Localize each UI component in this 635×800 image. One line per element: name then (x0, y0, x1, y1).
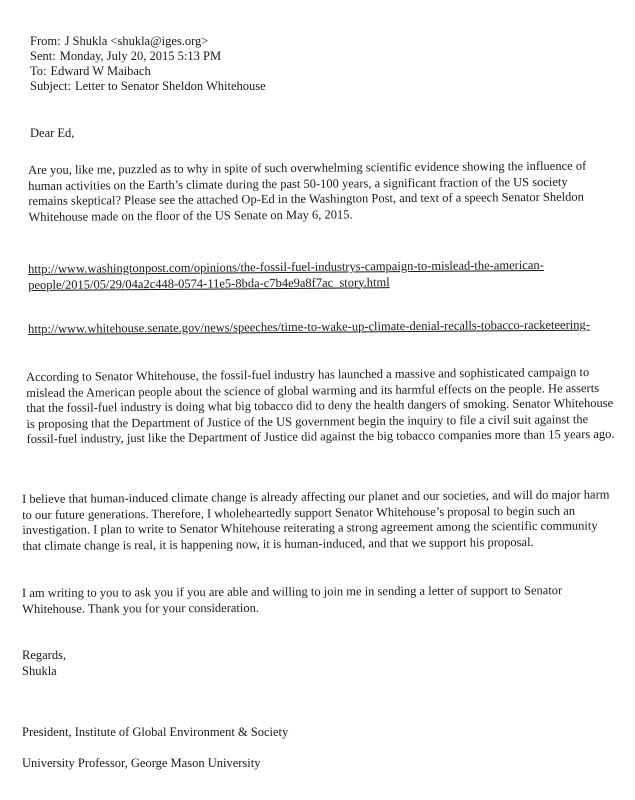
body-paragraph-4: I am writing to you to ask you if you are able and willing to join me in sending a letter of support to Senator Whitehouse. Thank you for your consideration. (22, 583, 563, 616)
from-line (30, 34, 266, 49)
signature-title-1: President, Institute of Global Environment & Society (22, 725, 289, 739)
senate-speech-link[interactable]: http://www.whitehouse.senate.gov/news/speeches/time-to-wake-up-climate-denial-recalls-tobacco-racketeering- (28, 317, 590, 336)
salutation: Dear Ed, (30, 126, 75, 140)
body-paragraph-1: Are you, like me, puzzled as to why in spite of such overwhelming scientific evidence showing the influence of human activities on the Earth’s climate during the past 50-100 years, a significant fraction of the US society remains skeptical? Please see the attached Op-Ed in the Washington Post, and text of a speech Senator Sheldon Whitehouse made on the floor of the US Senate on May 6, 2015. (28, 158, 587, 224)
body-paragraph-2: According to Senator Whitehouse, the fossil-fuel industry has launched a massive and sophisticated campaign to mislead the American people about the science of global warming and its harmful effects on the people. He asserts that the fossil-fuel industry is doing what big tobacco did to deny the health dangers of smoking. Senator Whitehouse is proposing that the Department of Justice of the US government begin the inquiry to file a civil suit against the fossil-fuel industry, just like the Department of Justice did against the big tobacco companies more than 15 years ago. (26, 365, 615, 447)
email-header (30, 34, 266, 94)
closing-block (22, 648, 66, 679)
subject-line (30, 79, 266, 94)
sent-value: Monday, July 20, 2015 5:13 PM (59, 49, 222, 63)
to-label: To: (30, 64, 47, 78)
subject-value: Letter to Senator Sheldon Whitehouse (74, 79, 266, 93)
sender-name: Shukla (22, 663, 57, 678)
body-paragraph-3: I believe that human-induced climate change is already affecting our planet and our societies, and will do major harm to our future generations. Therefore, I wholeheartedly support Senator Whitehouse’s proposal to begin such an investigation. I plan to write to Senator Whitehouse reiterating a strong agreement among the scientific community that climate change is real, it is happening now, it is human-induced, and that we support his proposal. (22, 487, 610, 553)
from-label: From: (30, 34, 61, 48)
signature-title-2: University Professor, George Mason University (22, 756, 261, 770)
washington-post-link[interactable]: http://www.washingtonpost.com/opinions/the-fossil-fuel-industrys-campaign-to-mislead-the-american-people/2015/05/29/04a2c448-0574-11e5-8bda-c7b4e9a8f7ac_story.html (28, 257, 544, 292)
sent-label: Sent: (30, 49, 56, 63)
from-value: J Shukla <shukla@iges.org> (64, 34, 209, 48)
sent-line (30, 49, 266, 64)
to-line (30, 64, 266, 79)
closing: Regards, (22, 648, 67, 662)
to-value: Edward W Maibach (50, 64, 151, 78)
subject-label: Subject: (30, 79, 71, 93)
